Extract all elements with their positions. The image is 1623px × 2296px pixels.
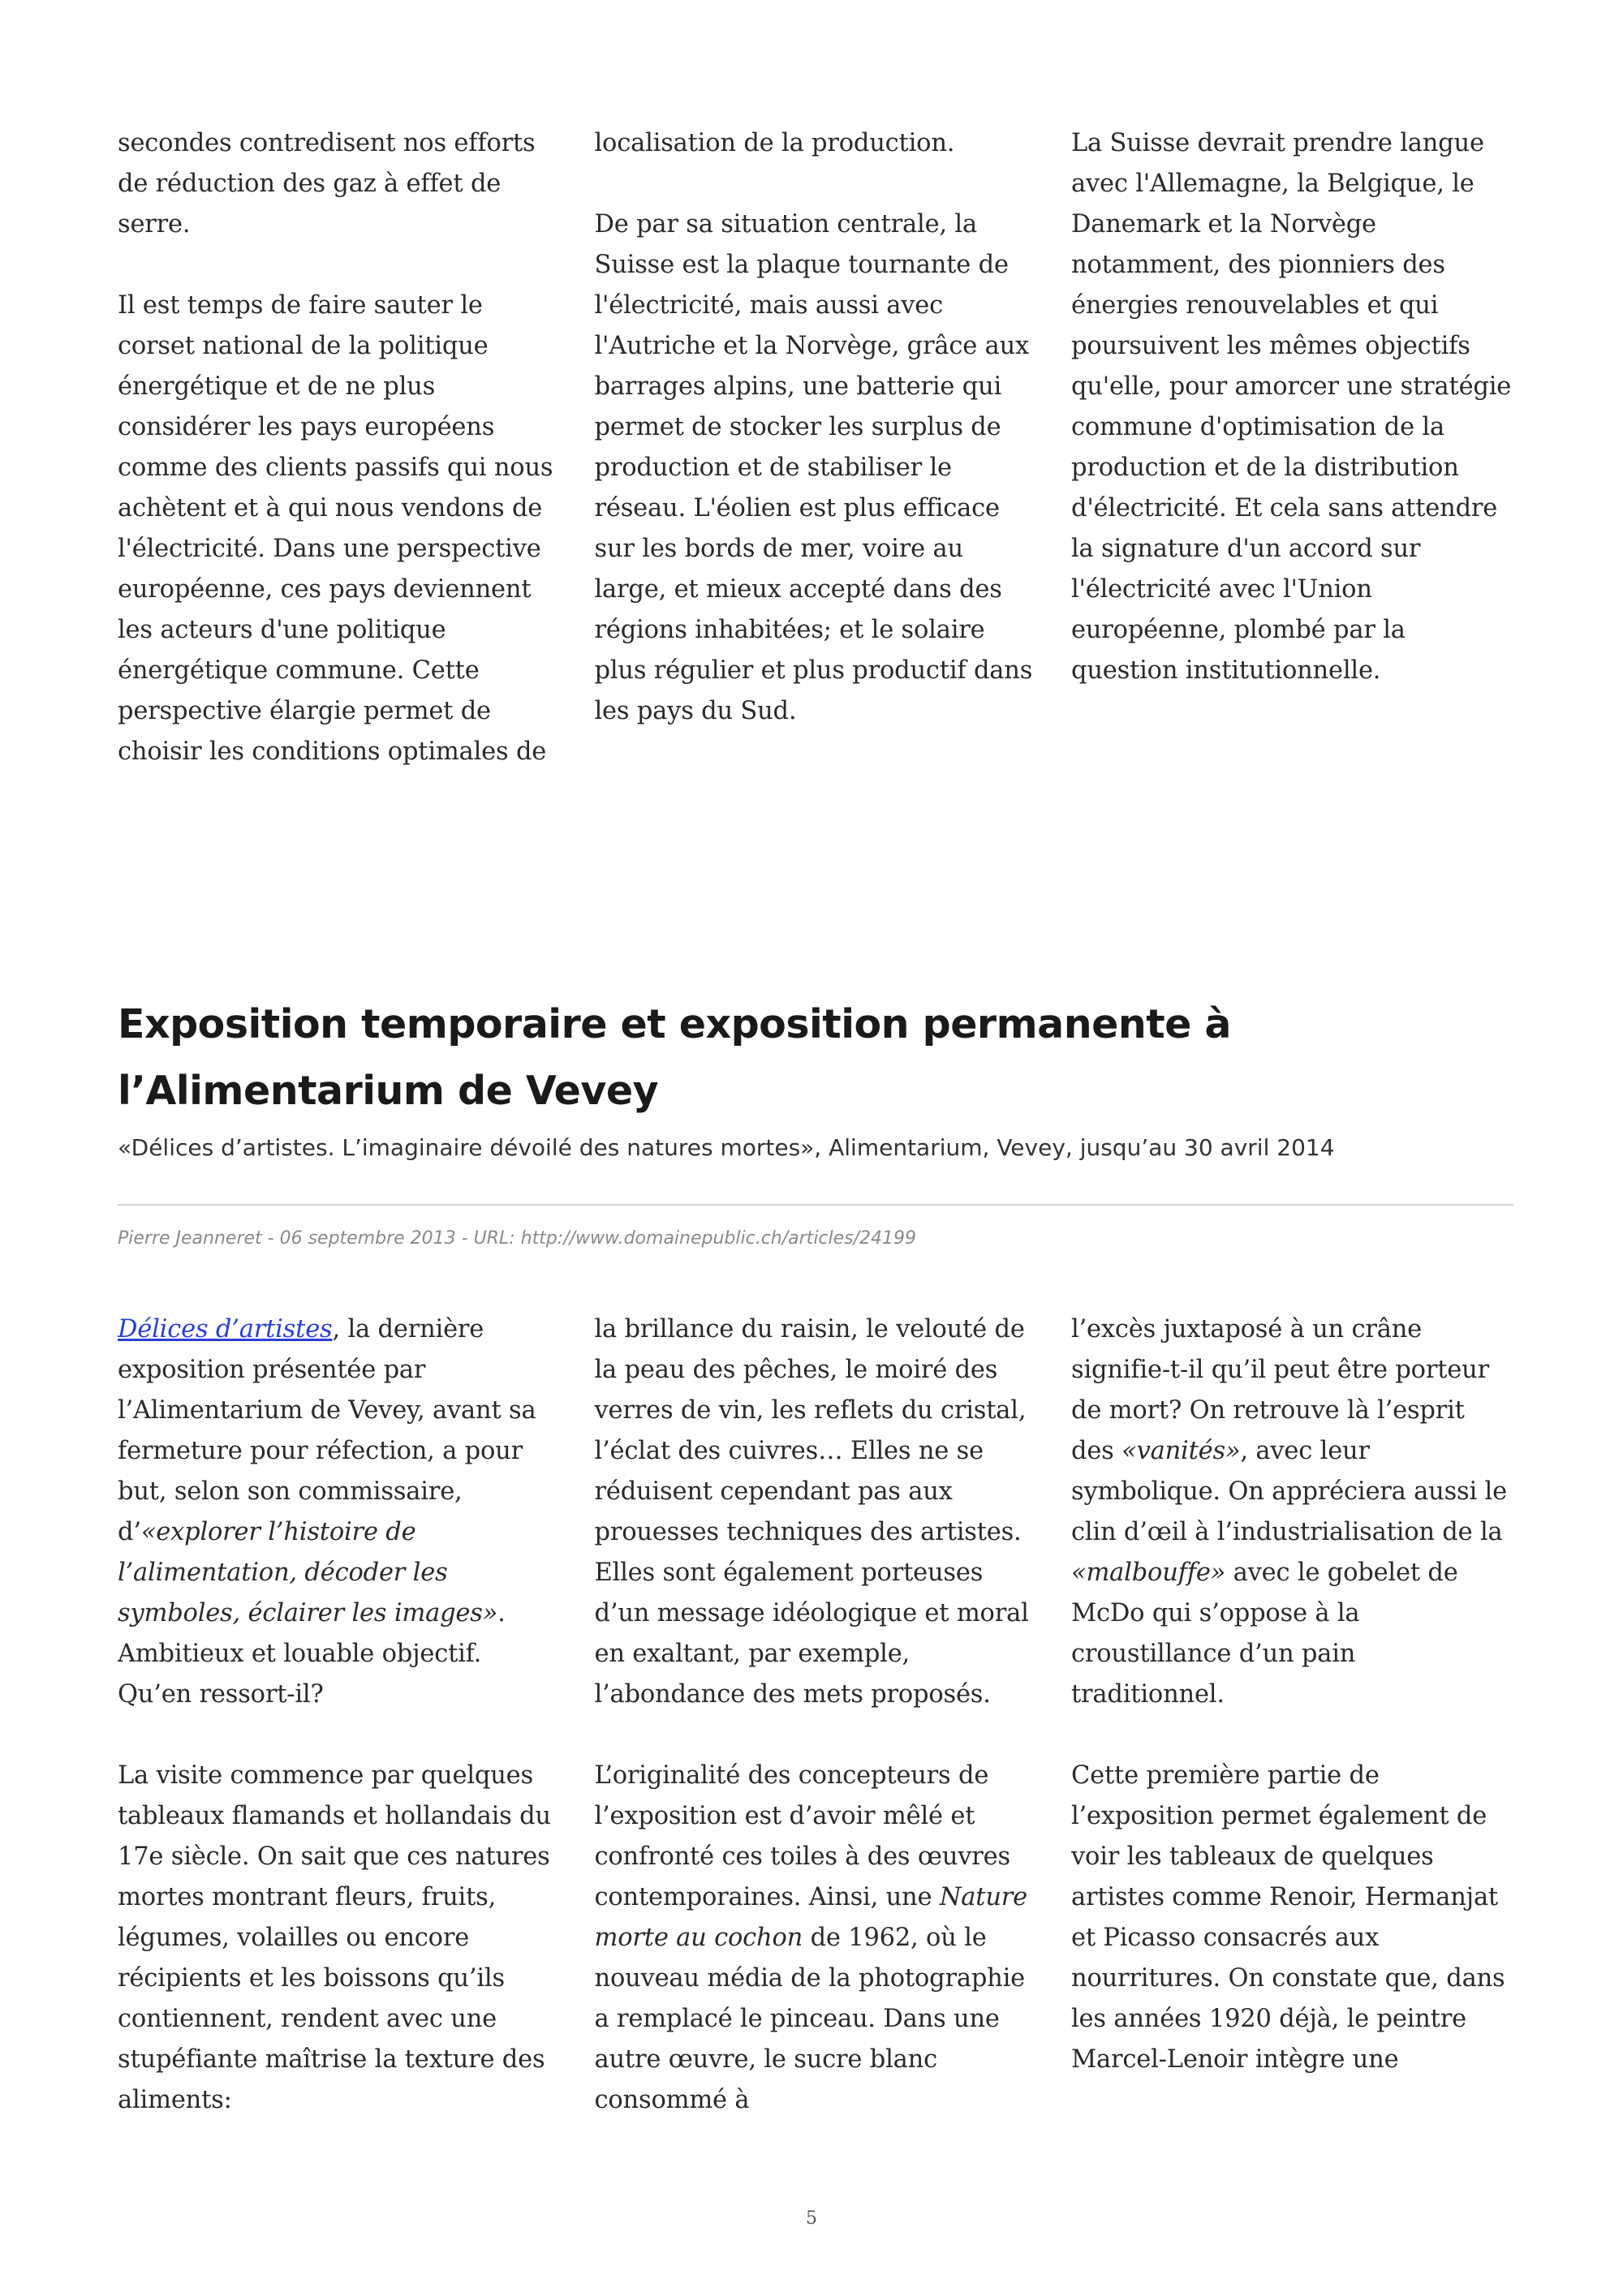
page-number: 5	[806, 2208, 817, 2229]
column-2	[595, 1309, 1037, 2121]
text-span: avec le gobelet de McDo qui s’oppose à la croustillance d’un pain traditionnel.	[1071, 1559, 1458, 1709]
paragraph	[118, 1309, 560, 1715]
text-span: de 1962, où le nouveau média de la photographie a remplacé le pinceau. Dans une autre œuvre, le sucre blanc consommé à	[594, 1924, 1025, 2114]
paragraph: Cette première partie de l’exposition permet également de voir les tableaux de quelques artistes comme Renoir, Hermanjat et Picasso consacrés aux nourritures. On constate que, dans les années 1920 déjà, le peintre Marcel-Lenoir intègre une	[1071, 1761, 1505, 2074]
paragraph: La visite commence par quelques tableaux flamands et hollandais du 17e siècle. On sait que ces natures mortes montrant fleurs, fruits, légumes, volailles ou encore récipients et les boissons qu’ils contiennent, rendent avec une stupéfiante maîtrise la texture des aliments:	[118, 1761, 551, 2114]
paragraph: localisation de la production.	[594, 129, 955, 157]
paragraph: la brillance du raisin, le velouté de la peau des pêches, le moiré des verres de vin, les reflets du cristal, l’éclat des cuivres… Elles ne se réduisent cependant pas aux prouesses techniques des artistes. Elles sont également porteuses d’un message idéologique et moral en exaltant, par exemple, l’abondance des mets proposés.	[594, 1315, 1029, 1709]
paragraph	[595, 1756, 1037, 2121]
divider	[118, 1204, 1513, 1206]
artwork-title: Nature morte au cochon	[594, 1883, 1028, 1952]
paragraph	[1071, 1309, 1513, 1715]
text-span: , la dernière exposition présentée par l’Alimentarium de Vevey, avant sa fermeture pour réfection, a pour but, selon son commissaire, d’	[118, 1315, 536, 1546]
text-span: . Ambitieux et louable objectif. Qu’en ressort-il?	[118, 1599, 506, 1709]
paragraph: De par sa situation centrale, la Suisse est la plaque tournante de l'électricité, mais aussi avec l'Autriche et la Norvège, grâce aux barrages alpins, une batterie qui permet de stocker les surplus de production et de stabiliser le réseau. L'éolien est plus efficace sur les bords de mer, voire au large, et mieux accepté dans des régions inhabitées; et le solaire plus régulier et plus productif dans les pays du Sud.	[594, 210, 1033, 725]
column-2	[595, 123, 1037, 772]
text-span: L’originalité des concepteurs de l’exposition est d’avoir mêlé et confronté ces toiles à des œuvres contemporaines. Ainsi, une	[594, 1761, 1010, 1911]
paragraph: La Suisse devrait prendre langue avec l'Allemagne, la Belgique, le Danemark et la Norvège notamment, des pionniers des énergies renouvelables et qui poursuivent les mêmes objectifs qu'elle, pour amorcer une stratégie commune d'optimisation de la production et de la distribution d'électricité. Et cela sans attendre la signature d'un accord sur l'électricité avec l'Union européenne, plombé par la question institutionnelle.	[1071, 129, 1512, 685]
exhibition-link[interactable]: Délices d’artistes	[118, 1315, 333, 1344]
text-span: l’excès juxtaposé à un crâne signifie-t-il qu’il peut être porteur de mort? On retrouve là l’esprit des	[1071, 1315, 1489, 1465]
article-title: Exposition temporaire et exposition permanente à l’Alimentarium de Vevey	[118, 1001, 1231, 1114]
column-3	[1071, 123, 1513, 772]
column-1	[118, 1309, 560, 2121]
quote-span: «malbouffe»	[1071, 1559, 1226, 1587]
paragraph: secondes contredisent nos efforts de réduction des gaz à effet de serre.	[118, 129, 536, 239]
column-3	[1071, 1309, 1513, 2121]
text-span: , avec leur symbolique. On appréciera aussi le clin d’œil à l’industrialisation de la	[1071, 1437, 1507, 1546]
column-1	[118, 123, 560, 772]
article-byline: Pierre Jeanneret - 06 septembre 2013 - URL: http://www.domainepublic.ch/articles/24199	[118, 1228, 917, 1249]
article-subtitle: «Délices d’artistes. L’imaginaire dévoilé des natures mortes», Alimentarium, Vevey, jusqu’au 30 avril 2014	[118, 1134, 1335, 1161]
article-columns	[118, 1309, 1513, 2121]
quote-span: «vanités»	[1121, 1437, 1241, 1465]
previous-article-columns	[118, 123, 1513, 772]
quote-span: «explorer l’histoire de l’alimentation, décoder les symboles, éclairer les images»	[118, 1518, 498, 1627]
paragraph: Il est temps de faire sauter le corset national de la politique énergétique et de ne plus considérer les pays européens comme des clients passifs qui nous achètent et à qui nous vendons de l'électricité. Dans une perspective européenne, ces pays deviennent les acteurs d'une politique énergétique commune. Cette perspective élargie permet de choisir les conditions optimales de	[118, 291, 553, 766]
